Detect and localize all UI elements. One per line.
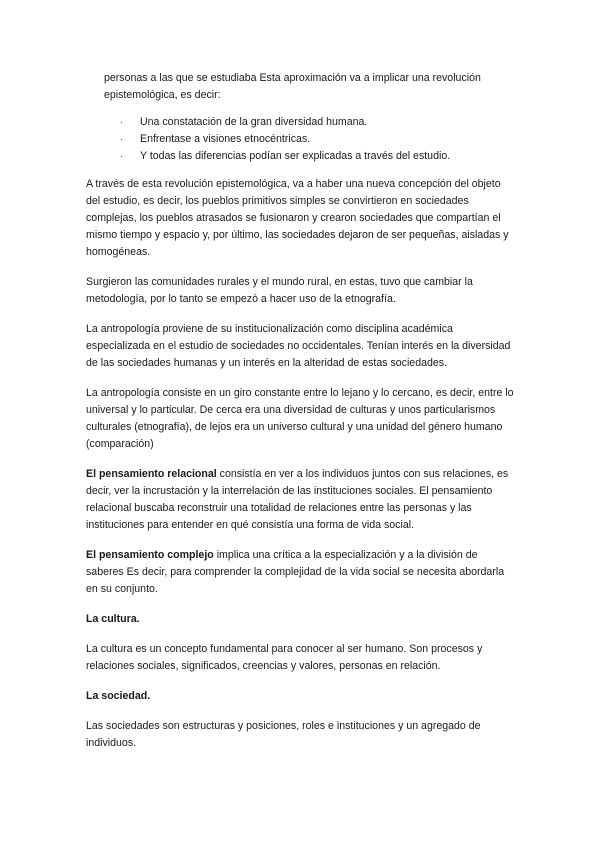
definition-pensamiento-relacional: consistía en ver a los individuos juntos con sus relaciones, es decir, ver la incrustación y la interrelación de las instituciones sociales. El pensamiento relacional buscaba reconstruir una totalidad de relaciones entre las personas y las instituciones para entender en qué consistía una forma de vida social. (86, 468, 509, 531)
list-item (120, 131, 516, 148)
paragraph-cultura: La cultura es un concepto fundamental para conocer al ser humano. Son procesos y relaciones sociales, significados, creencias y valores, personas en relación. (86, 643, 483, 672)
paragraph-revolucion: A través de esta revolución epistemológica, va a haber una nueva concepción del objeto del estudio, es decir, los pueblos primitivos simples se convirtieron en sociedades complejas, los pueblos atrasados se fusionaron y crearon sociedades que compartían el mismo tiempo y espacio y, por último, las sociedades dejaron de ser pequeñas, aisladas y homogéneas. (86, 178, 509, 258)
paragraph-pensamiento-relacional (86, 466, 516, 534)
list-item (120, 114, 516, 131)
paragraph-sociedad: Las sociedades son estructuras y posiciones, roles e instituciones y un agregado de individuos. (86, 720, 481, 749)
list-item-text: Y todas las diferencias podían ser explicadas a través del estudio. (140, 150, 451, 162)
list-item (120, 148, 516, 165)
definition-pensamiento-complejo: implica una crítica a la especialización y a la división de saberes Es decir, para comprender la complejidad de la vida social se necesita abordarla en su conjunto. (86, 549, 505, 595)
intro-line-2: epistemológica, es decir: (104, 89, 221, 101)
intro-line-1: personas a las que se estudiaba Esta aproximación va a implicar una revolución (104, 72, 481, 84)
paragraph-institucionalizacion: La antropología proviene de su institucionalización como disciplina académica especializada en el estudio de sociedades no occidentales. Tenían interés en la diversidad de las sociedades humanas y un interés en la alteridad de estas sociedades. (86, 323, 511, 369)
intro-paragraph (86, 70, 516, 104)
paragraph-lejano-cercano: La antropología consiste en un giro constante entre lo lejano y lo cercano, es decir, entre lo universal y lo particular. De cerca era una diversidad de culturas y unos particularismos culturales (etnografía), de lejos era un universo cultural y una unidad del género humano (comparación) (86, 387, 514, 450)
paragraph-pensamiento-complejo (86, 547, 516, 598)
heading-cultura: La cultura. (86, 613, 140, 625)
list-item-text: Una constatación de la gran diversidad humana. (140, 116, 368, 128)
bullet-icon: · (120, 134, 123, 144)
list-item-text: Enfrentase a visiones etnocéntricas. (140, 133, 311, 145)
paragraph-comunidades-rurales: Surgieron las comunidades rurales y el mundo rural, en estas, tuvo que cambiar la metodología, por lo tanto se empezó a hacer uso de la etnografía. (86, 276, 473, 305)
term-pensamiento-relacional: El pensamiento relacional (86, 468, 217, 480)
bullet-icon: · (120, 117, 123, 127)
term-pensamiento-complejo: El pensamiento complejo (86, 549, 214, 561)
bullet-icon: · (120, 151, 123, 161)
heading-sociedad: La sociedad. (86, 690, 151, 702)
bullet-list (86, 114, 516, 165)
document-body (86, 70, 516, 765)
